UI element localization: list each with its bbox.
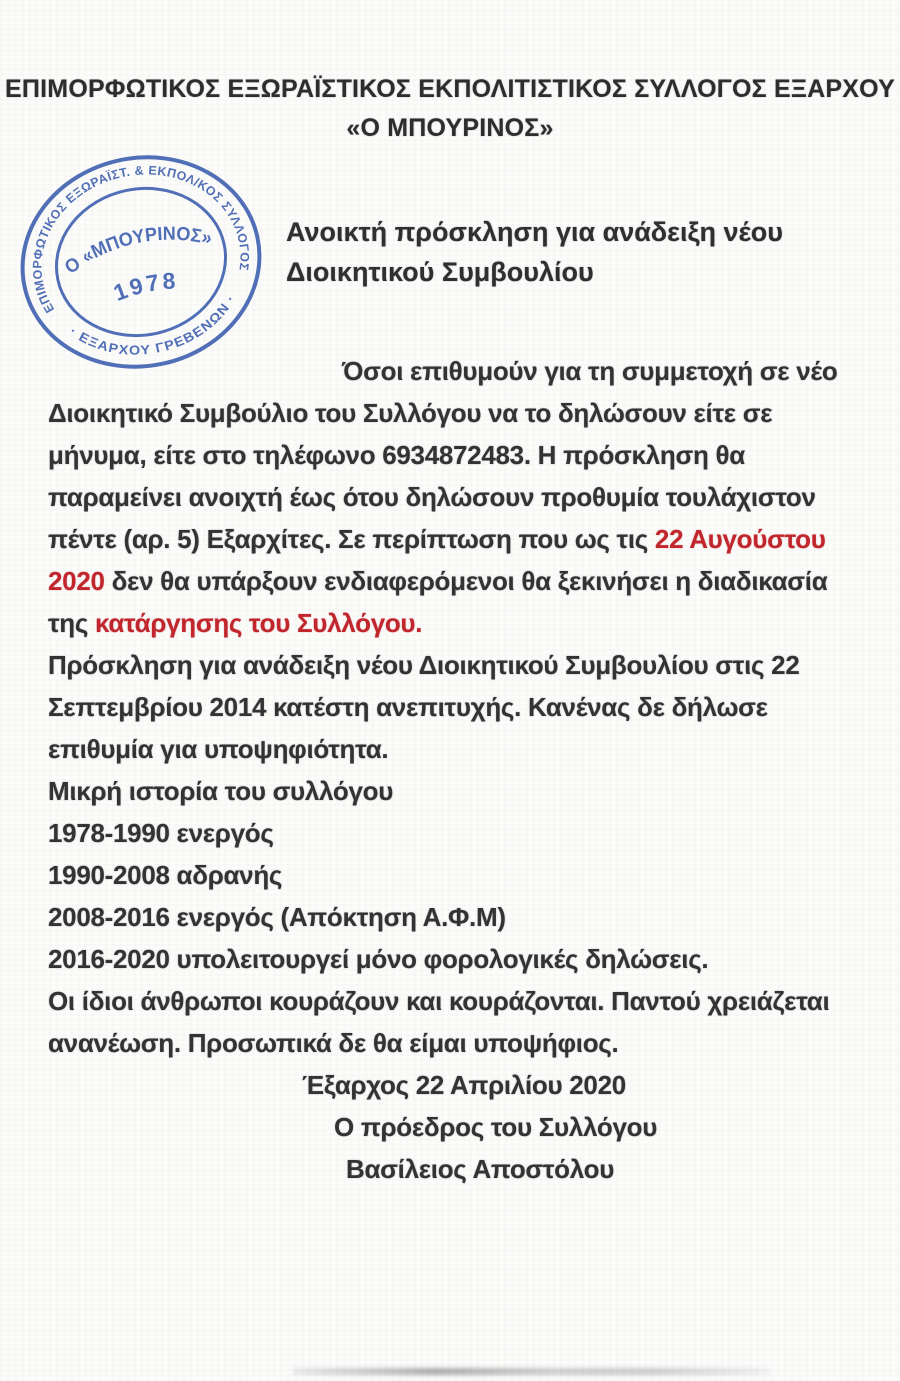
paragraph-closing: Οι ίδιοι άνθρωποι κουράζουν και κουράζονται. Παντού χρειάζεται ανανέωση. Προσωπικά δε θα είμαι υποψήφιος.: [48, 986, 830, 1058]
signature-role: Ο πρόεδρος του Συλλόγου: [334, 1112, 658, 1142]
history-item: 2016-2020 υπολειτουργεί μόνο φορολογικές δηλώσεις.: [48, 944, 709, 974]
document-title: [286, 212, 783, 292]
organization-subtitle: «Ο ΜΠΟΥΡΙΝΟΣ»: [346, 114, 554, 142]
place-and-date: Έξαρχος 22 Απριλίου 2020: [302, 1070, 626, 1100]
stamp-center-name: Ο «ΜΠΟΥΡΙΝΟΣ»: [61, 223, 215, 279]
history-item: 1990-2008 αδρανής: [48, 860, 283, 890]
stamp-ring-top-text: ΕΠΙΜΟΡΦΩΤΙΚΟΣ ΕΞΩΡΑΪΣΤ. & ΕΚΠΟΛ/ΚΟΣ ΣΥΛΛΟΓΟΣ: [30, 163, 252, 316]
body-text-segment: Όσοι επιθυμούν για τη συμμετοχή σε νέο Διοικητικό Συμβούλιο του Συλλόγου να το δηλώσουν είτε σε μήνυμα, είτε στο τηλέφωνο 6934872483. Η πρόσκληση θα παραμείνει ανοιχτή έως ότου δηλώσουν προθυμία τουλάχιστον πέντε (αρ. 5) Εξαρχίτες. Σε περίπτωση που ως τις: [48, 356, 838, 554]
signature-name: Βασίλειος Αποστόλου: [346, 1154, 615, 1184]
stamp-ring-bottom-text: · ΕΞΑΡΧΟΥ ΓΡΕΒΕΝΩΝ ·: [67, 292, 239, 358]
paragraph-previous-attempt: Πρόσκληση για ανάδειξη νέου Διοικητικού Συμβουλίου στις 22 Σεπτεμβρίου 2014 κατέστη ανεπιτυχής. Κανένας δε δήλωσε επιθυμία για υποψηφιότητα.: [48, 650, 800, 764]
history-section-title: Μικρή ιστορία του συλλόγου: [48, 776, 394, 806]
stamp-outer-ring: [12, 148, 270, 376]
document-body: [48, 350, 854, 1190]
paragraph-invitation: [48, 350, 854, 644]
history-item: 1978-1990 ενεργός: [48, 818, 274, 848]
document-header: [0, 70, 900, 148]
highlighted-red-text: 22 Αυγούστου 2020: [48, 524, 826, 596]
association-stamp-icon: [12, 148, 270, 376]
document-title-line1: Ανοικτή πρόσκληση για ανάδειξη νέου: [286, 217, 783, 247]
document-title-line2: Διοικητικού Συμβουλίου: [286, 257, 594, 287]
scan-artifact: [292, 1368, 770, 1375]
body-text-segment: δεν θα υπάρξουν ενδιαφερόμενοι θα ξεκινήσει η διαδικασία της: [48, 566, 828, 638]
highlighted-red-text: κατάργησης του Συλλόγου.: [95, 608, 423, 638]
organization-name: ΕΠΙΜΟΡΦΩΤΙΚΟΣ ΕΞΩΡΑΪΣΤΙΚΟΣ ΕΚΠΟΛΙΤΙΣΤΙΚΟΣ ΣΥΛΛΟΓΟΣ ΕΞΑΡΧΟΥ: [5, 75, 895, 103]
svg-text:Ο «ΜΠΟΥΡΙΝΟΣ»: [57, 211, 218, 280]
stamp-year: 1978: [109, 267, 180, 306]
history-item: 2008-2016 ενεργός (Απόκτηση Α.Φ.Μ): [48, 902, 506, 932]
svg-text:1978: [109, 264, 183, 307]
